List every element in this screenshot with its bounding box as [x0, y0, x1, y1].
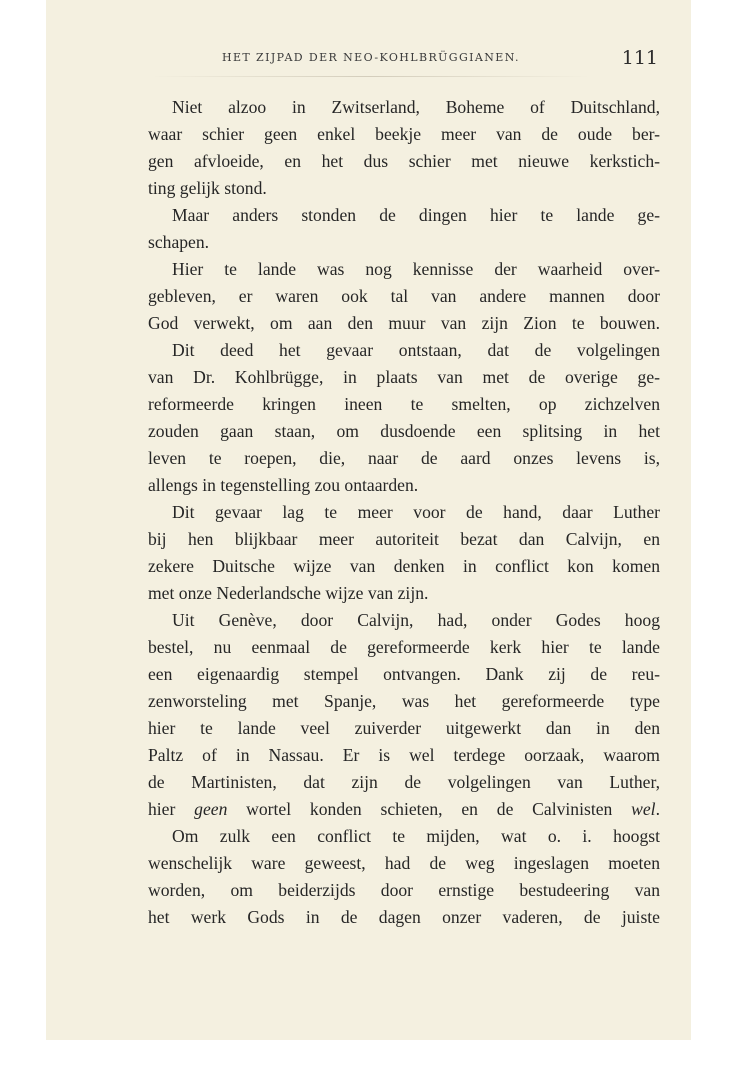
text-line: zekere Duitsche wijze van denken in conflict kon komen — [148, 556, 660, 576]
text-line: waar schier geen enkel beekje meer van de oude ber- — [148, 124, 660, 144]
text-line: schapen. — [148, 232, 210, 252]
text-line: Om zulk een conflict te mijden, wat o. i. hoogst — [172, 826, 660, 846]
text-line: Uit Genève, door Calvijn, had, onder Godes hoog — [172, 610, 660, 630]
running-title: HET ZIJPAD DER NEO-KOHLBRÜGGIANEN. — [222, 51, 520, 64]
italic-word: wel — [631, 799, 656, 819]
italic-word: geen — [194, 799, 228, 819]
header-rule — [150, 76, 590, 77]
text-line: het werk Gods in de dagen onzer vaderen, de juiste — [148, 907, 660, 927]
text-line: wenschelijk ware geweest, had de weg ingeslagen moeten — [148, 853, 660, 873]
text-line: God verwekt, om aan den muur van zijn Zion te bouwen. — [148, 313, 660, 333]
text-line: van Dr. Kohlbrügge, in plaats van met de overige ge- — [148, 367, 660, 387]
text-line: worden, om beiderzijds door ernstige bestudeering van — [148, 880, 660, 900]
text-line: bestel, nu eenmaal de gereformeerde kerk hier te lande — [148, 637, 660, 657]
text-line: bij hen blijkbaar meer autoriteit bezat dan Calvijn, en — [148, 529, 660, 549]
text-segment: . — [655, 799, 660, 819]
text-line: Niet alzoo in Zwitserland, Boheme of Duitschland, — [172, 97, 660, 117]
text-segment: hier — [148, 799, 195, 819]
book-page — [46, 0, 691, 1040]
text-line: de Martinisten, dat zijn de volgelingen van Luther, — [148, 772, 660, 792]
page-number: 111 — [621, 47, 658, 69]
text-segment: wortel konden schieten, en de Calvinisten — [227, 799, 632, 819]
text-line: Maar anders stonden de dingen hier te lande ge- — [172, 205, 660, 225]
text-line: een eigenaardig stempel ontvangen. Dank zij de reu- — [148, 664, 660, 684]
text-line: reformeerde kringen ineen te smelten, op zichzelven — [148, 394, 660, 414]
text-line: zouden gaan staan, om dusdoende een splitsing in het — [148, 421, 660, 441]
text-line: hier te lande veel zuiverder uitgewerkt dan in den — [148, 718, 660, 738]
text-line: allengs in tegenstelling zou ontaarden. — [148, 475, 419, 495]
text-line: Paltz of in Nassau. Er is wel terdege oorzaak, waarom — [148, 745, 660, 765]
text-line: zenworsteling met Spanje, was het gereformeerde type — [148, 691, 660, 711]
page-header — [222, 47, 662, 73]
text-line: Hier te lande was nog kennisse der waarheid over- — [172, 259, 660, 279]
text-line: met onze Nederlandsche wijze van zijn. — [148, 583, 429, 603]
text-line: gebleven, er waren ook tal van andere mannen door — [148, 286, 660, 306]
text-line: Dit gevaar lag te meer voor de hand, daar Luther — [172, 502, 660, 522]
text-line-italic — [148, 796, 660, 823]
text-line: Dit deed het gevaar ontstaan, dat de volgelingen — [172, 340, 660, 360]
body-text — [148, 94, 660, 931]
text-line: ting gelijk stond. — [148, 178, 267, 198]
text-line: leven te roepen, die, naar de aard onzes levens is, — [148, 448, 660, 468]
text-line: gen afvloeide, en het dus schier met nieuwe kerkstich- — [148, 151, 660, 171]
